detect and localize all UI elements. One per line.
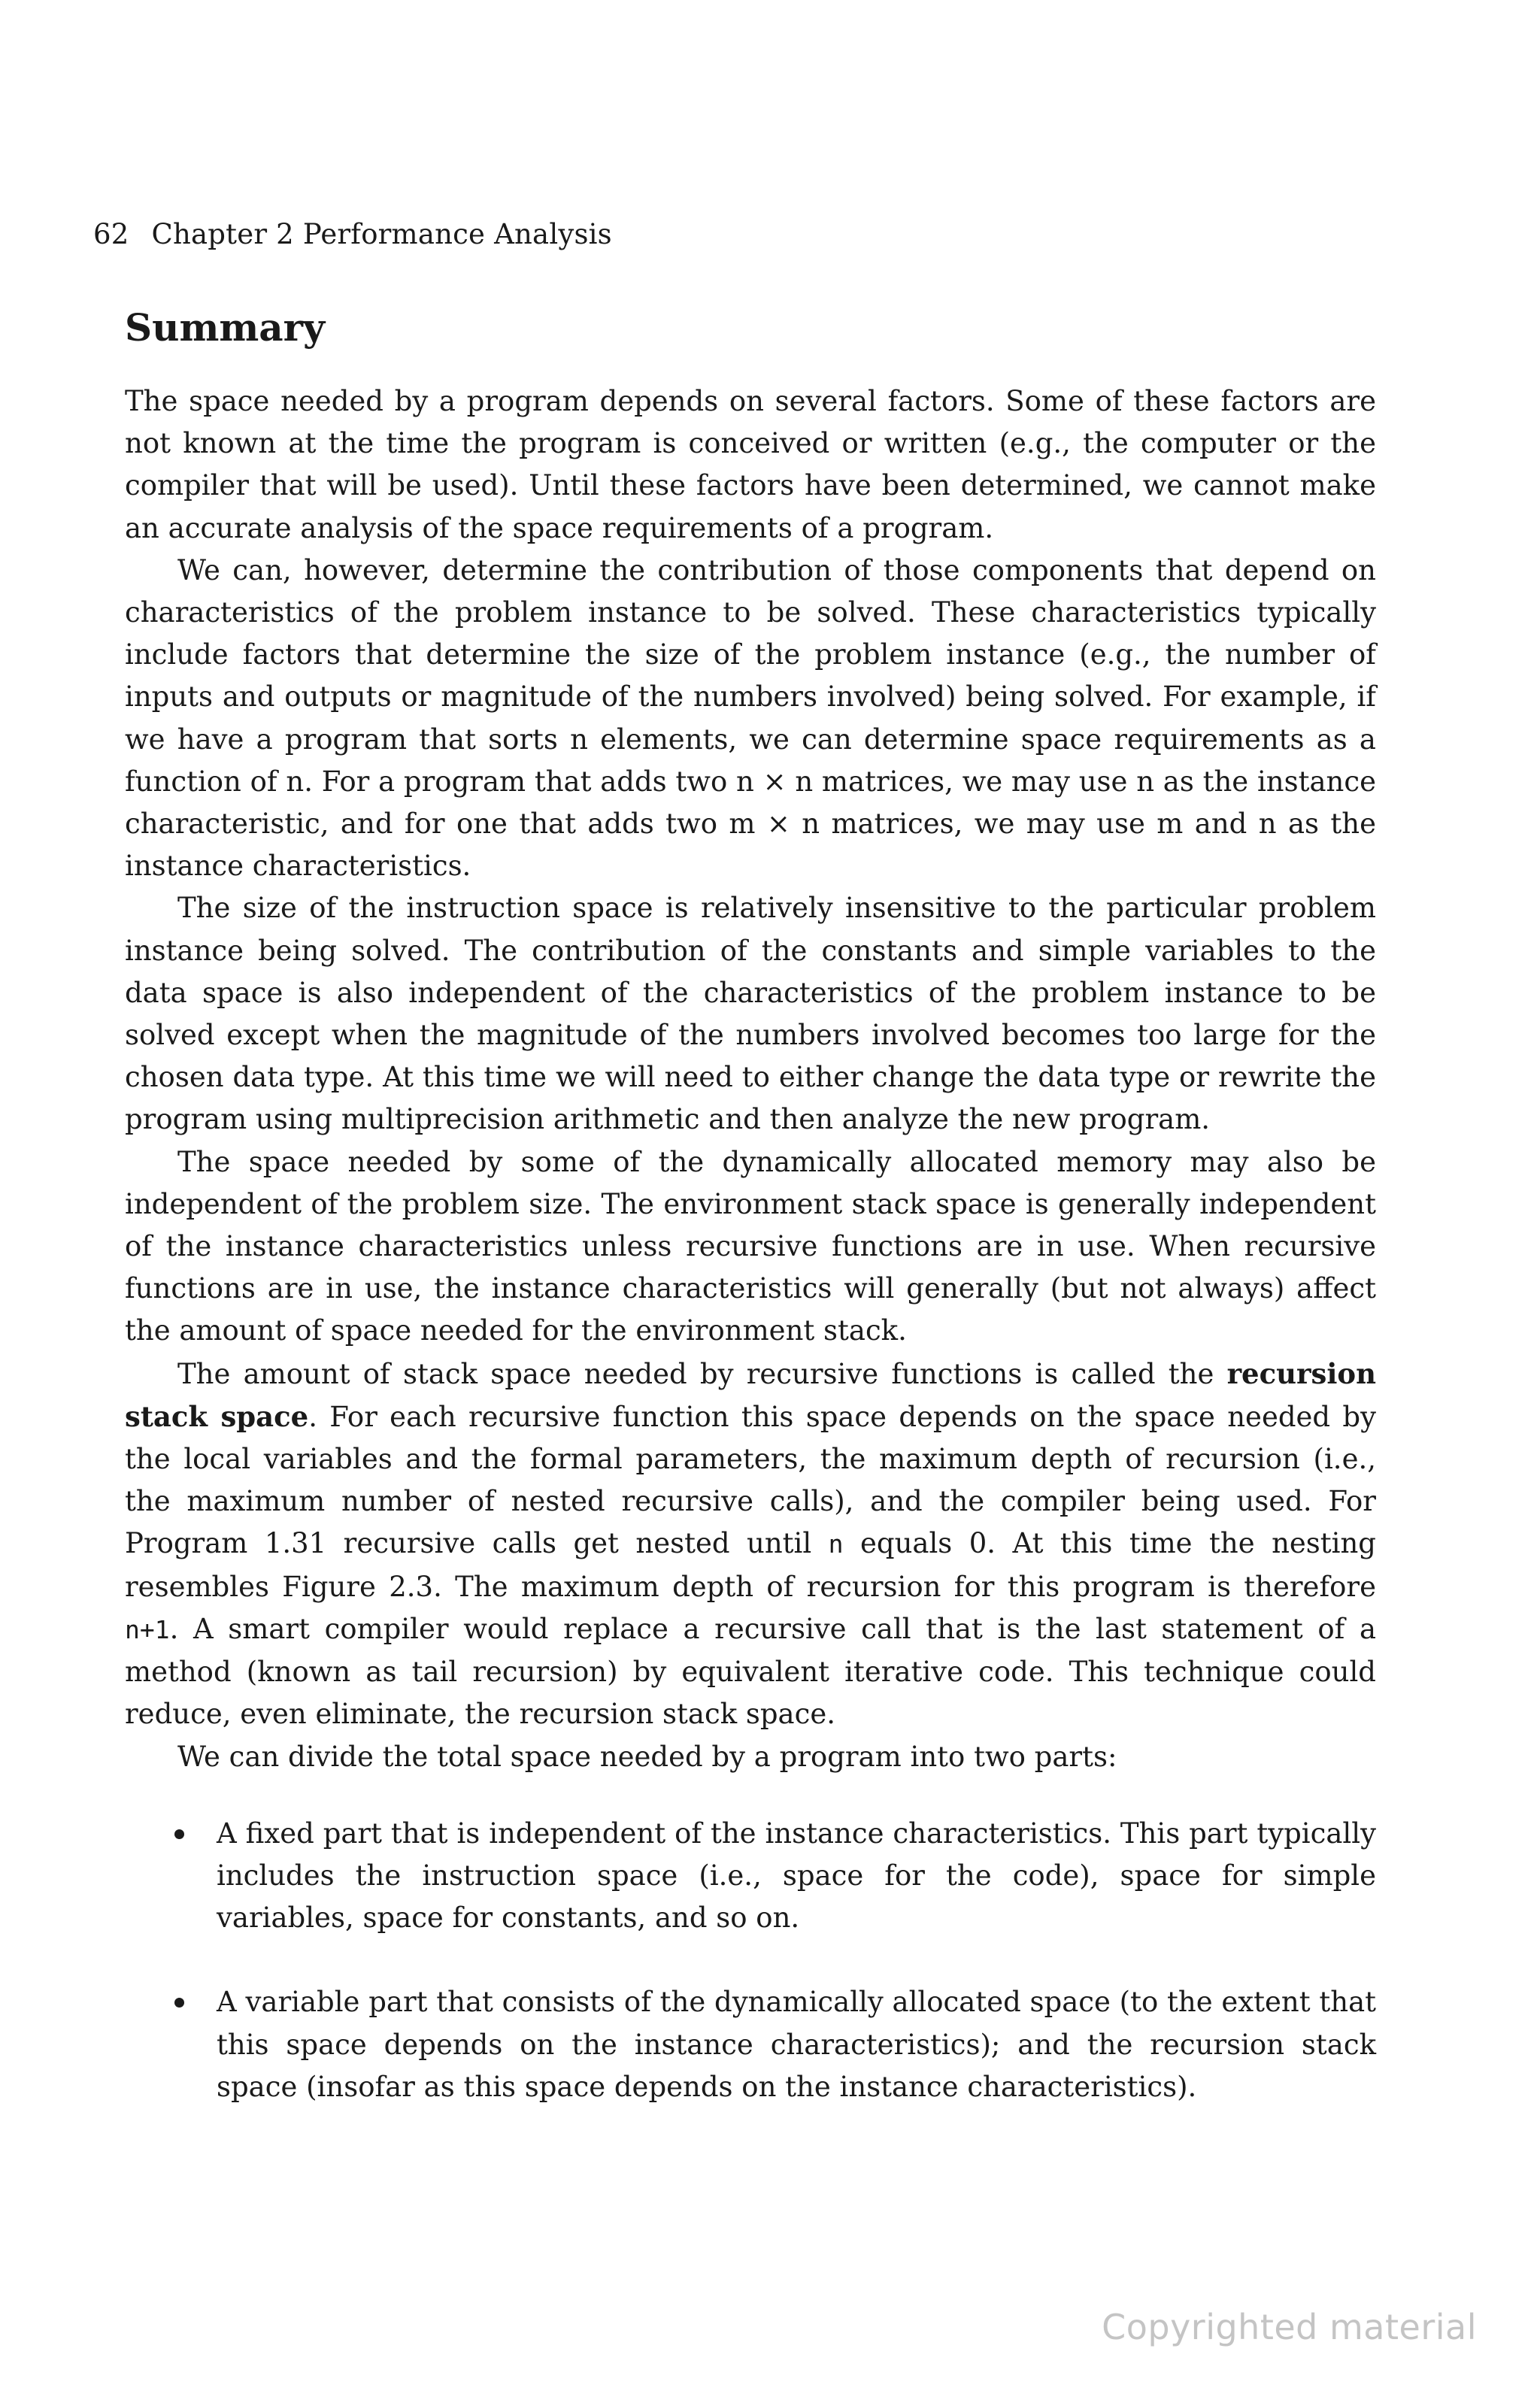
p5-mid2: equals 0. At this time the nesting resembles Figure 2.3. The maximum depth of recursion for this program is therefore xyxy=(125,1527,1376,1603)
code-n-plus-1: n+1 xyxy=(125,1614,170,1644)
bullet-text: A variable part that consists of the dynamically allocated space (to the extent that this space depends on the instance characteristics); and the recursion stack space (insofar as this space depends on the instance characteristics). xyxy=(217,1986,1376,2103)
bullet-item-fixed-part xyxy=(125,1813,1376,1940)
section-title: Summary xyxy=(125,305,326,350)
paragraph-6: We can divide the total space needed by a program into two parts: xyxy=(177,1740,1117,1773)
copyright-watermark: Copyrighted material xyxy=(1102,2307,1477,2347)
body-text xyxy=(125,380,1376,2150)
code-n: n xyxy=(828,1529,844,1559)
p5-end: . A smart compiler would replace a recursive call that is the last statement of a method (known as tail recursion) by equivalent iterative code. This technique could reduce, even eliminate, the recursion stack space. xyxy=(125,1612,1376,1731)
paragraph-4: The space needed by some of the dynamically allocated memory may also be independent of the problem size. The environment stack space is generally independent of the instance characteristics unless recursive functions are in use. When recursive functions are in use, the instance characteristics will generally (but not always) affect the amount of space needed for the environment stack. xyxy=(125,1145,1376,1347)
bullet-text: A fixed part that is independent of the instance characteristics. This part typically includes the instruction space (i.e., space for the code), space for simple variables, space for constants, and so on. xyxy=(217,1817,1376,1935)
paragraph-1: The space needed by a program depends on several factors. Some of these factors are not known at the time the program is conceived or written (e.g., the computer or the compiler that will be used). Until these factors have been determined, we cannot make an accurate analysis of the space requirements of a program. xyxy=(125,385,1376,544)
recursion-stack-space-term: recursion stack space xyxy=(125,1356,1376,1433)
paragraph-2: We can, however, determine the contribution of those components that depend on characteristics of the problem instance to be solved. These characteristics typically include factors that determine the size of the problem instance (e.g., the number of inputs and outputs or magnitude of the numbers involved) being solved. For example, if we have a program that sorts n elements, we can determine space requirements as a function of n. For a program that adds two n × n matrices, we may use n as the instance characteristic, and for one that adds two m × n matrices, we may use m and n as the instance characteristics. xyxy=(125,553,1376,883)
page-number: 62 xyxy=(93,218,129,250)
paragraph-5 xyxy=(125,1353,1376,1736)
p5-mid1: . For each recursive function this space depends on the space needed by the local variables and the formal parameters, the maximum depth of recursion (i.e., the maximum number of nested recursive calls), and the compiler being used. For Program 1.31 recursive calls get nested until xyxy=(125,1400,1376,1560)
paragraph-3: The size of the instruction space is relatively insensitive to the particular problem instance being solved. The contribution of the constants and simple variables to the data space is also independent of the characteristics of the problem instance to be solved except when the magnitude of the numbers involved becomes too large for the chosen data type. At this time we will need to either change the data type or rewrite the program using multiprecision arithmetic and then analyze the new program. xyxy=(125,892,1376,1136)
p5-start: The amount of stack space needed by recursive functions is called the xyxy=(177,1357,1227,1390)
running-title: Chapter 2 Performance Analysis xyxy=(151,218,612,250)
bullet-item-variable-part xyxy=(125,1981,1376,2108)
bullet-list xyxy=(125,1813,1376,2108)
running-head xyxy=(93,218,612,250)
bullet-dot-icon xyxy=(174,1829,184,1839)
